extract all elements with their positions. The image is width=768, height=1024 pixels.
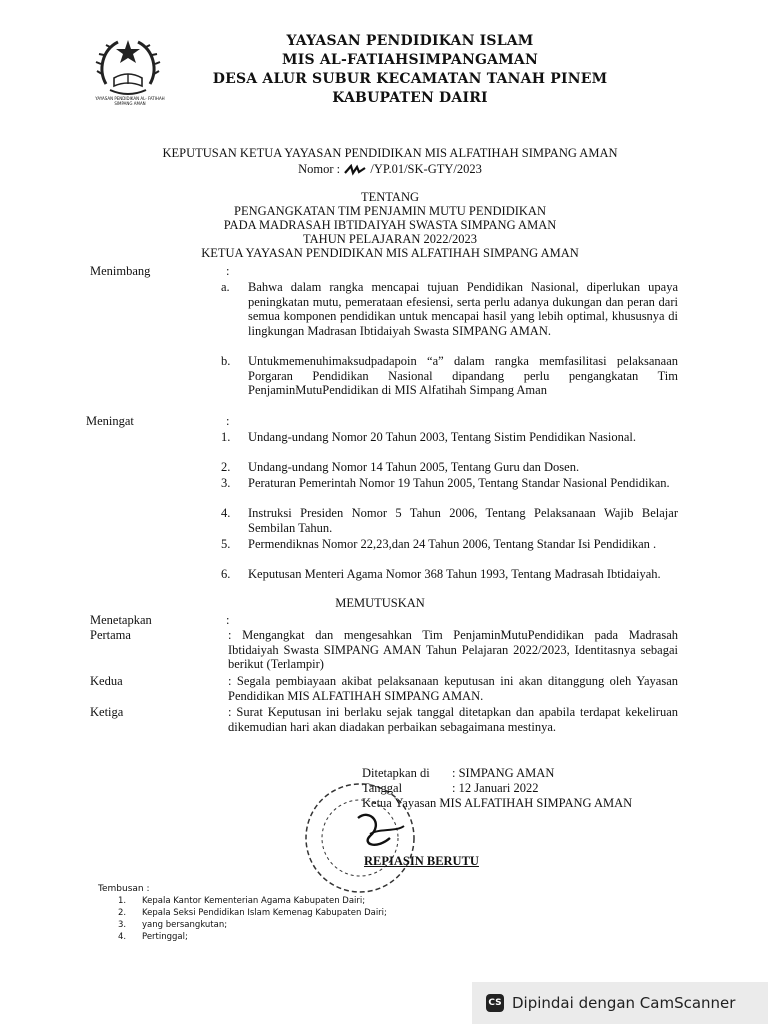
decree-number-label: Nomor : <box>298 162 341 176</box>
tembusan-number-2: 2. <box>118 908 127 918</box>
mengingat-item-2: Undang-undang Nomor 14 Tahun 2005, Tentang Guru dan Dosen. <box>248 460 580 474</box>
subject-line-2: PADA MADRASAH IBTIDAIYAH SWASTA SIMPANG AMAN <box>223 218 557 232</box>
memutuskan-heading: MEMUTUSKAN <box>335 596 425 610</box>
menetapkan-label: Menetapkan <box>90 613 152 627</box>
menimbang-marker-b: b. <box>221 354 231 368</box>
menetapkan-colon: : <box>226 613 230 627</box>
tentang-heading: TENTANG <box>360 190 419 204</box>
signatory-position: Ketua Yayasan MIS ALFATIHAH SIMPANG AMAN <box>362 796 633 810</box>
tembusan-item-2 <box>118 908 387 918</box>
letterhead-line-3: DESA ALUR SUBUR KECAMATAN TANAH PINEM <box>212 71 608 87</box>
tanggal-label: Tanggal <box>362 781 403 795</box>
tembusan-text-3: yang bersangkutan; <box>142 920 228 930</box>
menimbang-label: Menimbang <box>90 264 151 278</box>
tembusan-number-4: 4. <box>118 932 127 942</box>
logo-caption-line-1: YAYASAN PENDIDIKAN AL- FATIHAH <box>95 96 165 101</box>
ketiga-text: : Surat Keputusan ini berlaku sejak tanggal ditetapkan dan apabila terdapat kekeliruan dikemudian hari akan diadakan perbaikan sebagaimana mestinya. <box>228 705 678 734</box>
ketiga-label: Ketiga <box>90 705 124 719</box>
camscanner-icon: CS <box>486 994 504 1012</box>
mengingat-colon: : <box>226 414 230 428</box>
pertama-text: : Mengangkat dan mengesahkan Tim PenjaminMutuPendidikan pada Madrasah Ibtidaiyah Swasta SIMPANG AMAN Tahun Pelajaran 2022/2023, Identitasnya sebagai berikut (Terlampir) <box>228 628 678 672</box>
mengingat-marker-2: 2. <box>221 460 231 474</box>
decree-heading: KEPUTUSAN KETUA YAYASAN PENDIDIKAN MIS ALFATIHAH SIMPANG AMAN <box>162 146 618 160</box>
mengingat-marker-4: 4. <box>221 506 231 520</box>
decree-number <box>120 162 660 176</box>
letterhead-line-2: MIS AL-FATIAHSIMPANGAMAN <box>282 52 538 68</box>
menimbang-item-b: Untukmemenuhimaksudpadapoin “a” dalam rangka memfasilitasi pelaksanaan Porgaran Pendidikan Nasional dipandang perlu pengangkatan Tim PenjaminMutuPendidikan di MIS Alfatihah Simpang Aman <box>248 354 678 398</box>
mengingat-item-5: Permendiknas Nomor 22,23,dan 24 Tahun 2006, Tentang Standar Isi Pendidikan . <box>248 537 657 551</box>
tembusan-number-1: 1. <box>118 896 127 906</box>
mengingat-label: Meningat <box>86 414 134 428</box>
subject-line-4: KETUA YAYASAN PENDIDIKAN MIS ALFATIHAH SIMPANG AMAN <box>201 246 579 260</box>
menimbang-marker-a: a. <box>221 280 230 294</box>
tembusan-text-2: Kepala Seksi Pendidikan Islam Kemenag Kabupaten Dairi; <box>142 908 387 918</box>
tembusan-text-4: Pertinggal; <box>142 932 188 942</box>
kedua-text: : Segala pembiayaan akibat pelaksanaan keputusan ini akan ditanggung oleh Yayasan Pendidikan MIS ALFATIHAH SIMPANG AMAN. <box>228 674 678 703</box>
kedua-label: Kedua <box>90 674 123 688</box>
subject-line-1: PENGANGKATAN TIM PENJAMIN MUTU PENDIDIKAN <box>234 204 546 218</box>
mengingat-item-4: Instruksi Presiden Nomor 5 Tahun 2006, Tentang Pelaksanaan Wajib Belajar Sembilan Tahun. <box>248 506 678 535</box>
menimbang-item-a: Bahwa dalam rangka mencapai tujuan Pendidikan Nasional, diperlukan upaya peningkatan mutu, pemerataan efesiensi, serta perlu adanya dukungan dan peran dari semua komponen pendidikan untuk mencapai hasil yang lebih optimal, khususnya di lingkungan Madrasan Ibtidaiyah Swasta SIMPANG AMAN. <box>248 280 678 338</box>
ditetapkan-value: : SIMPANG AMAN <box>452 766 555 780</box>
logo-caption-line-2: SIMPANG AMAN <box>114 101 146 106</box>
logo-caption <box>88 96 172 106</box>
decree-title <box>120 146 660 176</box>
menimbang-colon: : <box>226 264 230 278</box>
tanggal-value: : 12 Januari 2022 <box>452 781 539 795</box>
mengingat-marker-3: 3. <box>221 476 231 490</box>
tembusan-number-3: 3. <box>118 920 127 930</box>
decree-number-value: /YP.01/SK-GTY/2023 <box>370 162 482 176</box>
handwritten-number-mark <box>343 164 367 176</box>
mengingat-item-3: Peraturan Pemerintah Nomor 19 Tahun 2005, Tentang Standar Nasional Pendidikan. <box>248 476 670 490</box>
letterhead-line-1: YAYASAN PENDIDIKAN ISLAM <box>286 33 534 49</box>
letterhead <box>200 32 620 108</box>
mengingat-item-6: Keputusan Menteri Agama Nomor 368 Tahun 1993, Tentang Madrasah Ibtidaiyah. <box>248 567 661 581</box>
mengingat-marker-6: 6. <box>221 567 231 581</box>
ditetapkan-label: Ditetapkan di <box>362 766 430 780</box>
tembusan-item-3 <box>118 920 227 930</box>
subject-line-3: TAHUN PELAJARAN 2022/2023 <box>303 232 477 246</box>
mengingat-marker-1: 1. <box>221 430 231 444</box>
tembusan-label: Tembusan : <box>98 884 150 894</box>
signatory-name: REPIASIN BERUTU <box>364 854 479 868</box>
letterhead-line-4: KABUPATEN DAIRI <box>332 90 488 106</box>
camscanner-watermark <box>472 982 768 1024</box>
pertama-label: Pertama <box>90 628 131 642</box>
subject-block <box>120 190 660 260</box>
mengingat-marker-5: 5. <box>221 537 231 551</box>
mengingat-item-1: Undang-undang Nomor 20 Tahun 2003, Tentang Sistim Pendidikan Nasional. <box>248 430 637 444</box>
tembusan-item-1 <box>118 896 365 906</box>
tembusan-item-4 <box>118 932 188 942</box>
camscanner-text: Dipindai dengan CamScanner <box>512 994 736 1012</box>
tembusan-text-1: Kepala Kantor Kementerian Agama Kabupaten Dairi; <box>142 896 366 906</box>
